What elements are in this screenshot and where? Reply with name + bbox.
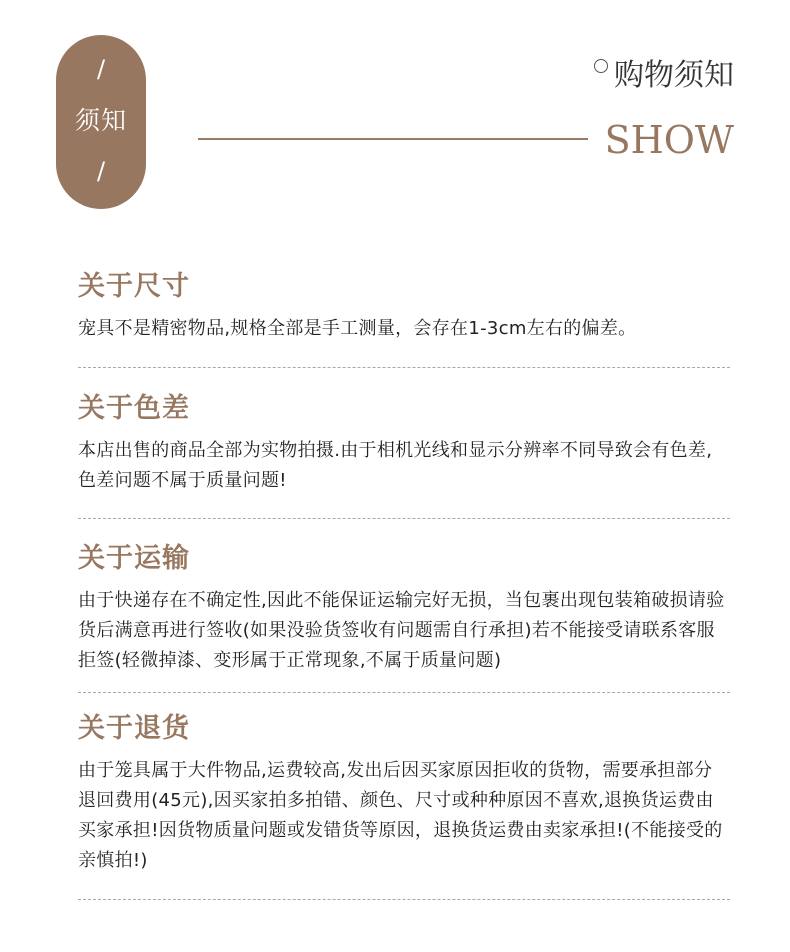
section-heading: 关于退货 [78, 713, 190, 744]
section-color-difference [78, 392, 728, 496]
notice-badge [56, 35, 146, 209]
badge-label: 须知 [74, 106, 127, 135]
section-heading: 关于尺寸 [78, 271, 190, 302]
page-title-text: 购物须知 [614, 58, 734, 93]
section-divider [78, 367, 730, 368]
circle-icon [594, 59, 608, 73]
section-heading: 关于运输 [78, 543, 190, 574]
section-divider [78, 692, 730, 693]
header-rule [198, 138, 588, 140]
section-body: 宠具不是精密物品,规格全部是手工测量，会存在1-3cm左右的偏差。 [78, 318, 637, 339]
section-shipping [78, 542, 728, 676]
slash-decoration-bottom: / [96, 157, 106, 185]
page-title [594, 56, 734, 96]
section-body: 由于快递存在不确定性,因此不能保证运输完好无损，当包裹出现包装箱破损请验货后满意再进行签收(如果没验货签收有问题需自行承担)若不能接受请联系客服拒签(轻微掉漆、变形属于正常现象,不属于质量问题) [78, 590, 725, 671]
section-size [78, 270, 728, 344]
section-divider [78, 899, 730, 900]
section-heading: 关于色差 [78, 393, 190, 424]
section-returns [78, 712, 728, 876]
section-body: 本店出售的商品全部为实物拍摄.由于相机光线和显示分辨率不同导致会有色差,色差问题不属于质量问题! [78, 440, 713, 491]
slash-decoration-top: / [96, 55, 106, 83]
section-body: 由于笼具属于大件物品,运费较高,发出后因买家原因拒收的货物，需要承担部分退回费用(45元),因买家拍多拍错、颜色、尺寸或种种原因不喜欢,退换货运费由买家承担!因货物质量问题或发错货等原因，退换货运费由卖家承担!(不能接受的亲慎拍!) [78, 760, 723, 871]
section-divider [78, 518, 730, 519]
header-subtitle: SHOW [604, 118, 734, 162]
